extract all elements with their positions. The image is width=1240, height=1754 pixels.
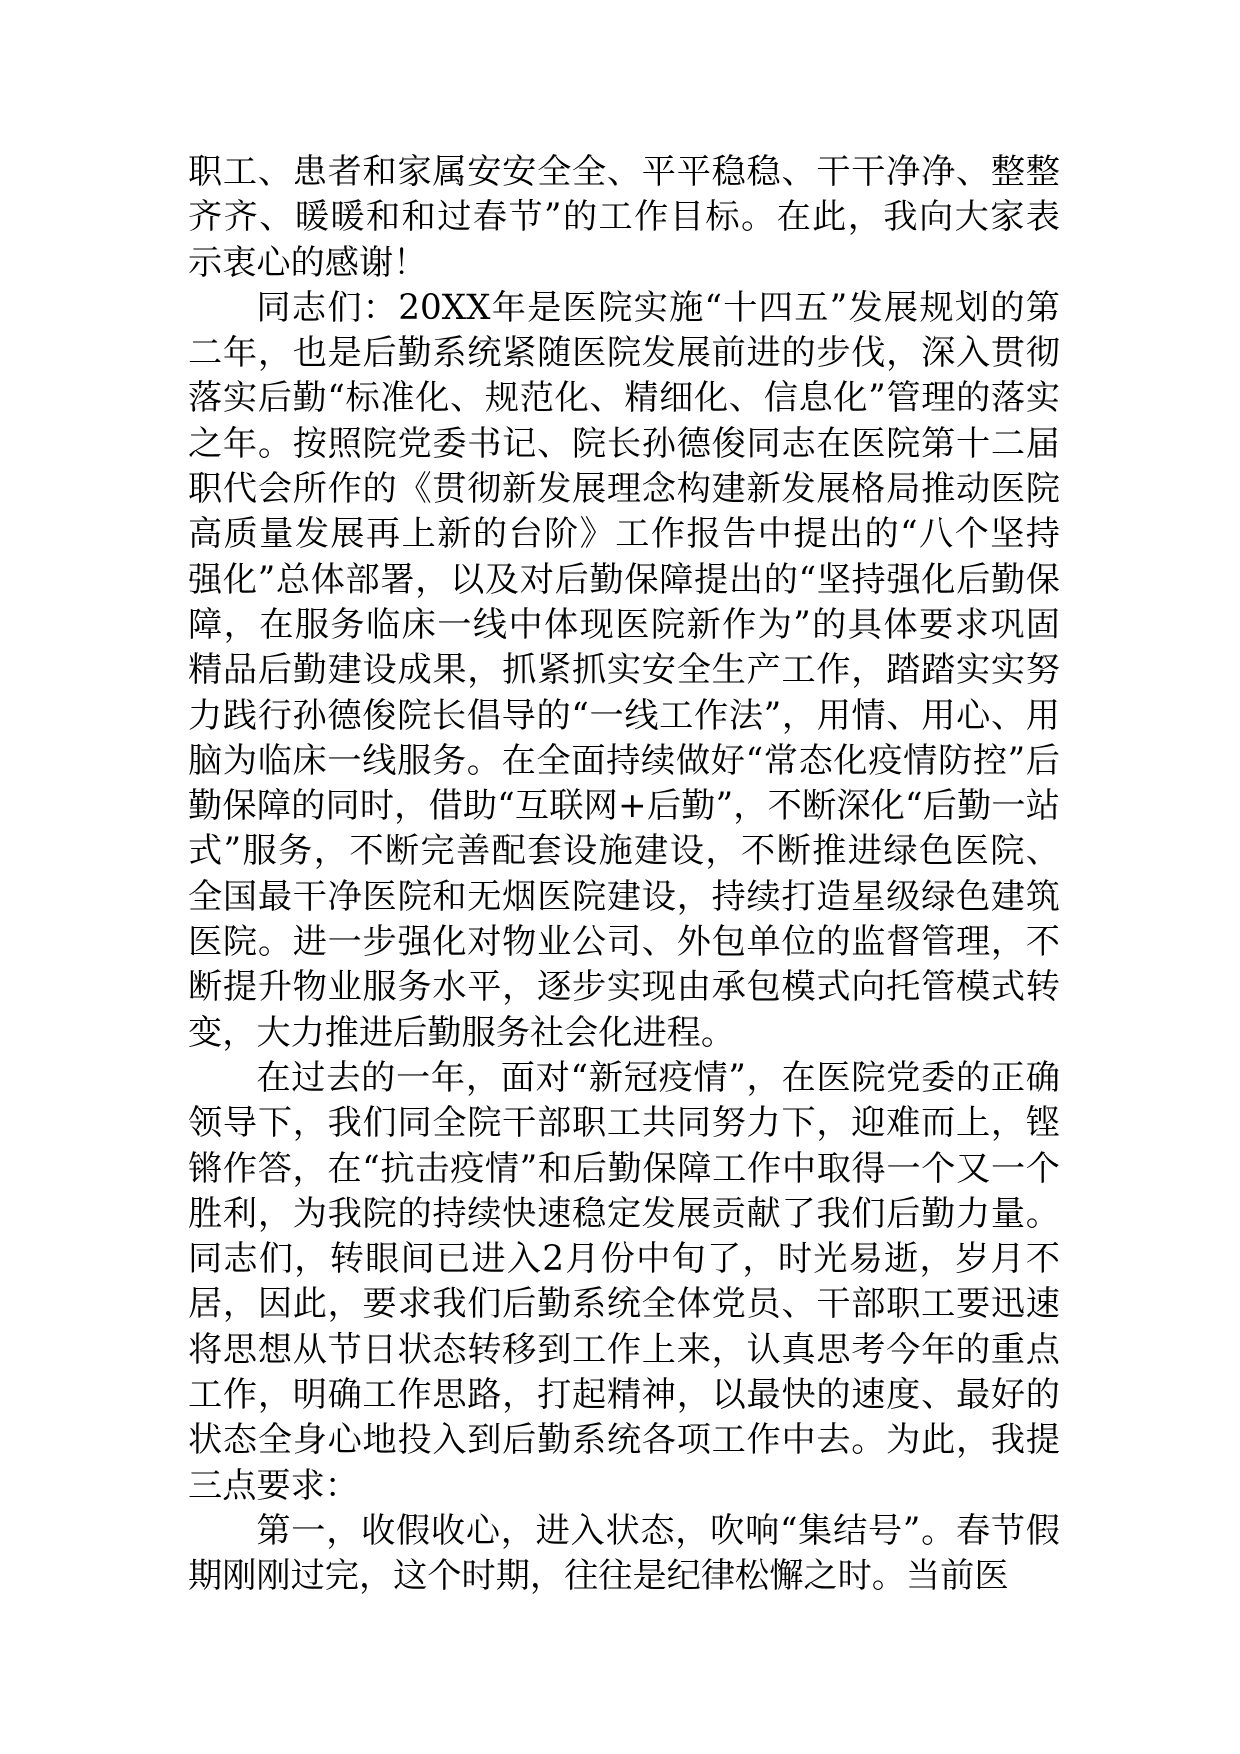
paragraph-1: 职工、患者和家属安安全全、平平稳稳、干干净净、整整齐齐、暖暖和和过春节”的工作目标。在此，我向大家表示衷心的感谢！ bbox=[188, 152, 1060, 283]
paragraph-4: 第一，收假收心，进入状态，吹响“集结号”。春节假期刚刚过完，这个时期，往往是纪律松懈之时。当前医 bbox=[188, 1510, 1060, 1597]
document-body bbox=[188, 150, 1060, 1600]
paragraph-3: 在过去的一年，面对“新冠疫情”，在医院党委的正确领导下，我们同全院干部职工共同努力下，迎难而上，铿锵作答，在“抗击疫情”和后勤保障工作中取得一个又一个胜利，为我院的持续快速稳定发展贡献了我们后勤力量。同志们，转眼间已进入2月份中旬了，时光易逝，岁月不居，因此，要求我们后勤系统全体党员、干部职工要迅速将思想从节日状态转移到工作上来，认真思考今年的重点工作，明确工作思路，打起精神，以最快的速度、最好的状态全身心地投入到后勤系统各项工作中去。为此，我提三点要求： bbox=[188, 1057, 1060, 1506]
paragraph-2: 同志们：20XX年是医院实施“十四五”发展规划的第二年，也是后勤系统紧随医院发展前进的步伐，深入贯彻落实后勤“标准化、规范化、精细化、信息化”管理的落实之年。按照院党委书记、院长孙德俊同志在医院第十二届职代会所作的《贯彻新发展理念构建新发展格局推动医院高质量发展再上新的台阶》工作报告中提出的“八个坚持强化”总体部署，以及对后勤保障提出的“坚持强化后勤保障，在服务临床一线中体现医院新作为”的具体要求巩固精品后勤建设成果，抓紧抓实安全生产工作，踏踏实实努力践行孙德俊院长倡导的“一线工作法”，用情、用心、用脑为临床一线服务。在全面持续做好“常态化疫情防控”后勤保障的同时，借助“互联网+后勤”，不断深化“后勤一站式”服务，不断完善配套设施建设，不断推进绿色医院、全国最干净医院和无烟医院建设，持续打造星级绿色建筑医院。进一步强化对物业公司、外包单位的监督管理，不断提升物业服务水平，逐步实现由承包模式向托管模式转变，大力推进后勤服务社会化进程。 bbox=[188, 287, 1060, 1053]
